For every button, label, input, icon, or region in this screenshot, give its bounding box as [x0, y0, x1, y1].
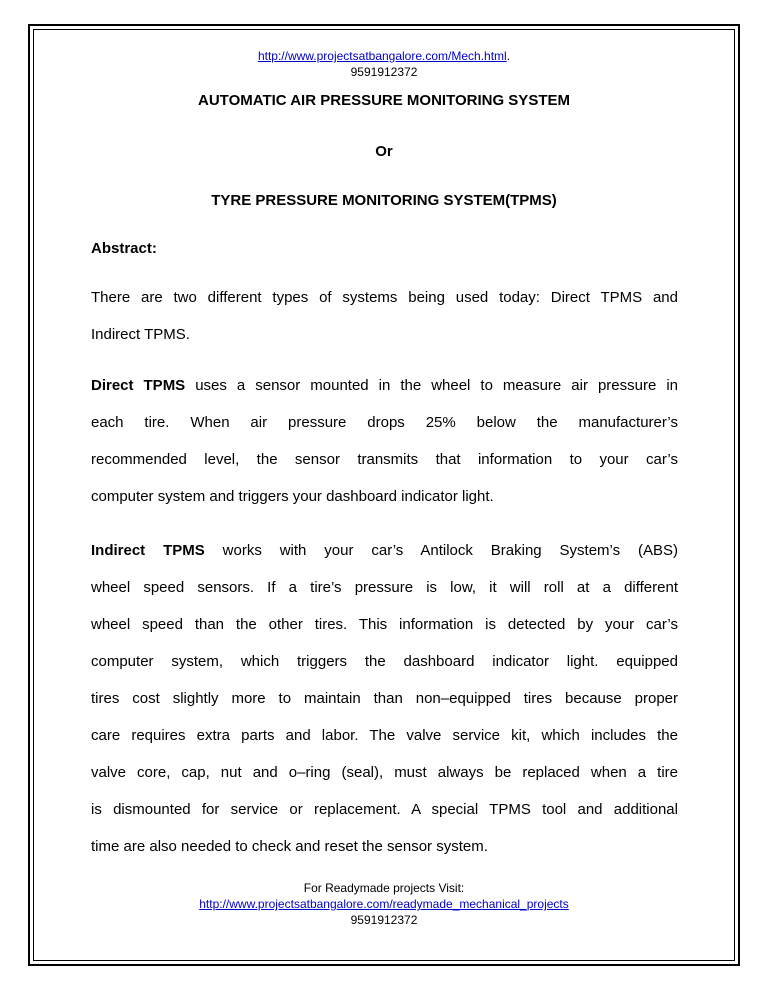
paragraph-types — [91, 279, 678, 353]
direct-tpms-term: Direct TPMS — [91, 377, 186, 394]
paragraph-line: is dismounted for service or replacement. A special TPMS tool and additional — [91, 801, 678, 818]
paragraph-line: Indirect TPMS. — [91, 326, 190, 343]
paragraph-line — [91, 532, 678, 569]
footer-phone: 9591912372 — [350, 913, 418, 927]
paragraph-line-rest: works with your car’s Antilock Braking System’s (ABS) — [204, 542, 679, 559]
header-phone: 9591912372 — [350, 65, 418, 79]
abstract-heading: Abstract: — [91, 240, 157, 257]
page-header — [0, 48, 768, 80]
page-footer — [0, 880, 768, 928]
paragraph-line: There are two different types of systems being used today: Direct TPMS and — [91, 289, 678, 306]
paragraph-line — [91, 367, 678, 404]
paragraph-indirect-tpms — [91, 532, 678, 865]
footer-text: For Readymade projects Visit: — [303, 881, 465, 895]
paragraph-direct-tpms — [91, 367, 678, 515]
paragraph-line: computer system, which triggers the dashboard indicator light. equipped — [91, 653, 678, 670]
header-link[interactable]: http://www.projectsatbangalore.com/Mech.html — [257, 49, 507, 63]
paragraph-line: wheel speed sensors. If a tire’s pressure is low, it will roll at a different — [91, 579, 678, 596]
paragraph-line: each tire. When air pressure drops 25% below the manufacturer’s — [91, 414, 678, 431]
sub-title: TYRE PRESSURE MONITORING SYSTEM(TPMS) — [211, 192, 557, 209]
footer-link[interactable]: http://www.projectsatbangalore.com/readymade_mechanical_projects — [199, 897, 569, 911]
paragraph-line-rest: uses a sensor mounted in the wheel to measure air pressure in — [185, 377, 678, 394]
paragraph-line: computer system and triggers your dashboard indicator light. — [91, 488, 494, 505]
main-title: AUTOMATIC AIR PRESSURE MONITORING SYSTEM — [198, 92, 570, 109]
paragraph-line: time are also needed to check and reset the sensor system. — [91, 838, 488, 855]
paragraph-line: tires cost slightly more to maintain than non–equipped tires because proper — [91, 690, 678, 707]
paragraph-line: recommended level, the sensor transmits that information to your car’s — [91, 451, 678, 468]
header-link-suffix: . — [506, 49, 511, 63]
indirect-tpms-term: Indirect TPMS — [91, 542, 205, 559]
title-or: Or — [375, 143, 393, 160]
paragraph-line: care requires extra parts and labor. The valve service kit, which includes the — [91, 727, 678, 744]
paragraph-line: valve core, cap, nut and o–ring (seal), must always be replaced when a tire — [91, 764, 678, 781]
paragraph-line: wheel speed than the other tires. This information is detected by your car’s — [91, 616, 678, 633]
